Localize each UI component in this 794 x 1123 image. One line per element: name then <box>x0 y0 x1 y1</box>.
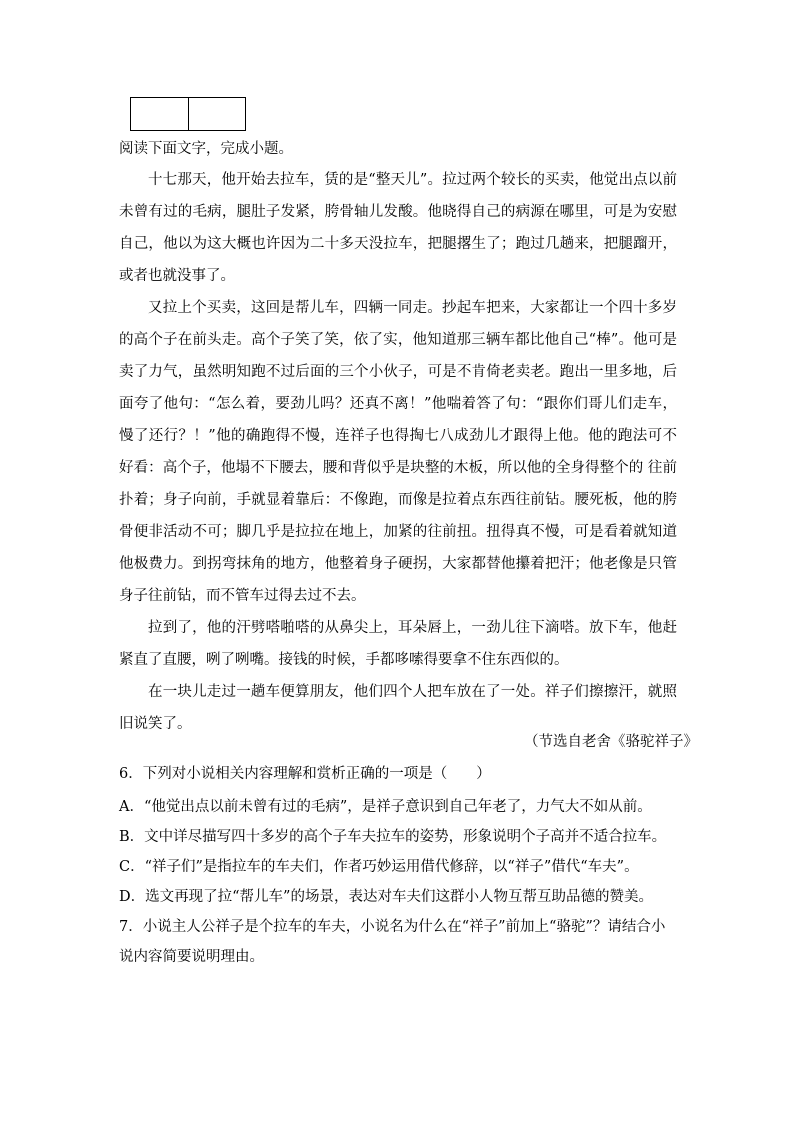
question-6-option-b: B．文中详尽描写四十多岁的高个子车夫拉车的姿势，形象说明个子高并不适合拉车。 <box>119 829 667 845</box>
question-7-stem: 7．小说主人公祥子是个拉车的车夫，小说名为什么在“祥子”前加上“骆驼”？请结合小说内容简要说明理由。 <box>119 919 666 965</box>
score-box <box>130 97 246 131</box>
reading-instruction: 阅读下面文字，完成小题。 <box>119 141 293 157</box>
passage-paragraph: 拉到了，他的汗劈嗒啪嗒的从鼻尖上，耳朵唇上，一劲儿往下滴嗒。放下车，他赶紧直了直腰，咧了咧嘴。接钱的时候，手都哆嗦得要拿不住东西似的。 <box>119 620 677 668</box>
passage-paragraph: 又拉上个买卖，这回是帮儿车，四辆一同走。抄起车把来，大家都让一个四十多岁的高个子在前头走。高个子笑了笑，依了实，他知道那三辆车都比他自己“棒”。他可是卖了力气，虽然明知跑不过后面的三个小伙子，可是不肯倚老卖老。跑出一里多地，后面夸了他句：“怎么着，要劲儿吗？还真不离！”他喘着答了句：“跟你们哥儿们走车，慢了还行？！”他的确跑得不慢，连祥子也得掏七八成劲儿才跟得上他。他的跑法可不好看：高个子，他塌不下腰去，腰和背似乎是块整的木板，所以他的全身得整个的 往前扑着；身子向前，手就显着靠后：不像跑，而像是拉着点东西往前钻。腰死板，他的胯骨便非活动不可；脚几乎是拉拉在地上，加紧的往前扭。扭得真不慢，可是看着就知道他极费力。到拐弯抹角的地方，他整着身子硬拐，大家都替他攥着把汗；他老像是只管身子往前钻，而不管车过得去过不去。 <box>119 300 677 604</box>
passage-paragraph: 十七那天，他开始去拉车，赁的是“整天儿”。拉过两个较长的买卖，他觉出点以前未曾有过的毛病，腿肚子发紧，胯骨轴儿发酸。他晓得自己的病源在哪里，可是为安慰自己，他以为这大概也许因为二十多天没拉车，把腿撂生了；跑过几趟来，把腿蹓开，或者也就没事了。 <box>119 172 677 284</box>
passage <box>119 164 677 740</box>
questions <box>119 762 679 972</box>
score-cell-label <box>131 98 188 130</box>
question-6-option-c: C．“祥子们”是指拉车的车夫们，作者巧妙运用借代修辞，以“祥子”借代“车夫”。 <box>119 859 639 875</box>
score-cell-value <box>188 98 246 130</box>
passage-paragraph: 在一块儿走过一趟车便算朋友，他们四个人把车放在了一处。祥子们擦擦汗，就照旧说笑了。 <box>119 684 677 732</box>
source-citation: （节选自老舍《骆驼祥子》 <box>524 734 698 750</box>
question-6-stem: 6．下列对小说相关内容理解和赏析正确的一项是（ ） <box>119 766 491 782</box>
question-6-option-a: A．“他觉出点以前未曾有过的毛病”，是祥子意识到自己年老了，力气大不如从前。 <box>119 799 652 815</box>
question-6-option-d: D．选文再现了拉“帮儿车”的场景，表达对车夫们这群小人物互帮互助品德的赞美。 <box>119 889 653 905</box>
